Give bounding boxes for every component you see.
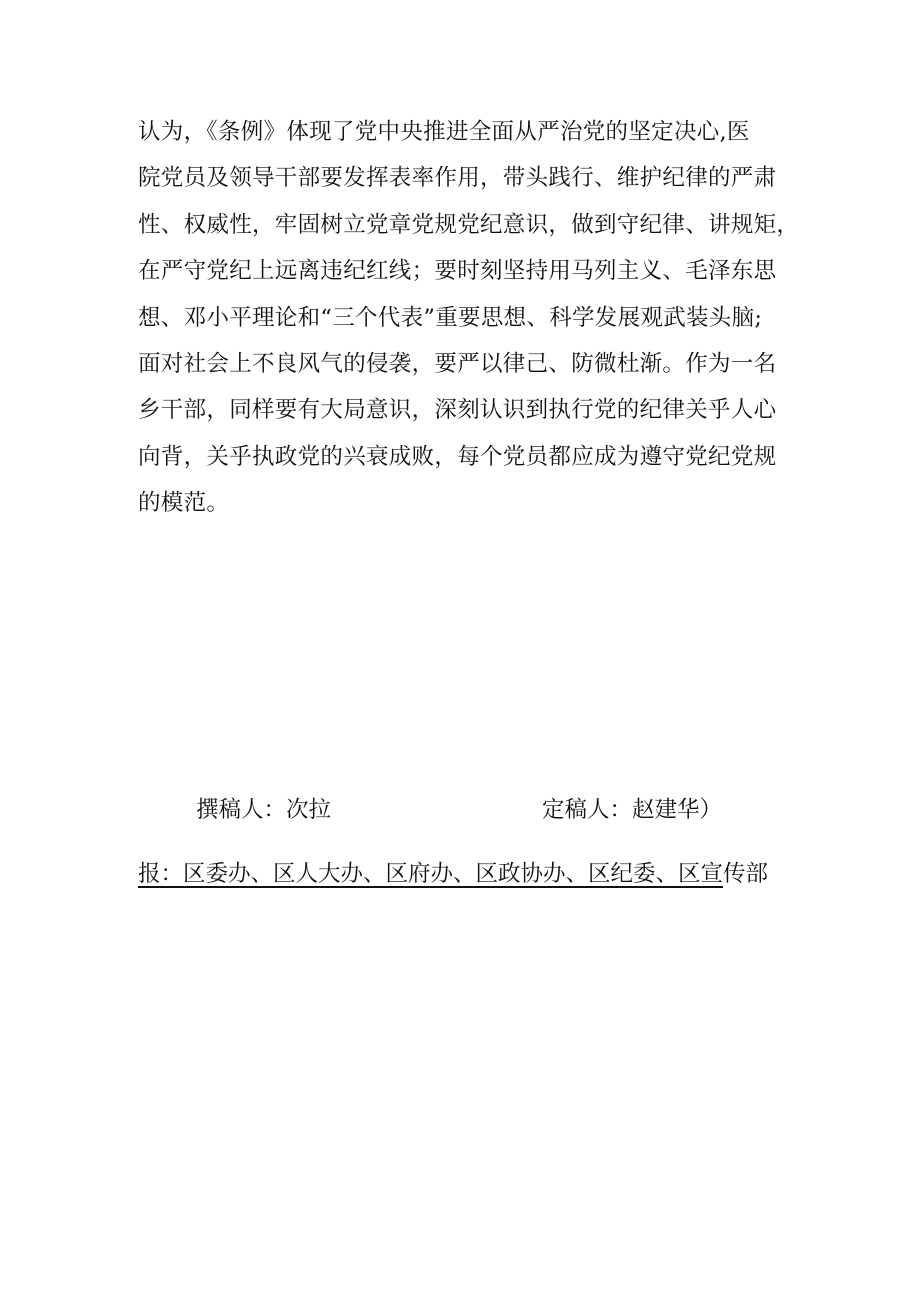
paragraph-line-7: 乡干部，同样要有大局意识，深刻认识到执行党的纪律关乎人心 <box>138 397 777 424</box>
author-label: 撰稿人：次拉 <box>196 797 332 823</box>
signature-row <box>0 792 920 828</box>
paragraph-line-4: 在严守党纪上远离违纪红线；要时刻坚持用马列主义、毛泽东思 <box>138 258 777 285</box>
paragraph-line-3: 性、权威性，牢固树立党章党规党纪意识，做到守纪律、讲规矩， <box>138 211 800 238</box>
paragraph-line-6: 面对社会上不良风气的侵袭，要严以律己、防微杜渐。作为一名 <box>138 350 777 377</box>
report-recipients-rest: 传部 <box>723 861 769 887</box>
paragraph-line-2: 院党员及领导干部要发挥表率作用，带头践行、维护纪律的严肃 <box>138 165 777 192</box>
paragraph-line-5: 想、邓小平理论和“三个代表”重要思想、科学发展观武装头脑; <box>138 304 763 331</box>
report-distribution-line <box>138 856 798 892</box>
body-paragraph <box>138 112 800 530</box>
editor-label: 定稿人：赵建华） <box>542 797 723 823</box>
paragraph-line-8: 向背，关乎执政党的兴衰成败，每个党员都应成为遵守党纪党规 <box>138 443 777 470</box>
paragraph-line-1: 认为，《条例》体现了党中央推进全面从严治党的坚定决心,医 <box>138 119 750 145</box>
paragraph-line-9: 的模范。 <box>138 490 230 517</box>
report-recipients-underlined: 报：区委办、区人大办、区府办、区政协办、区纪委、区宣 <box>138 861 724 887</box>
